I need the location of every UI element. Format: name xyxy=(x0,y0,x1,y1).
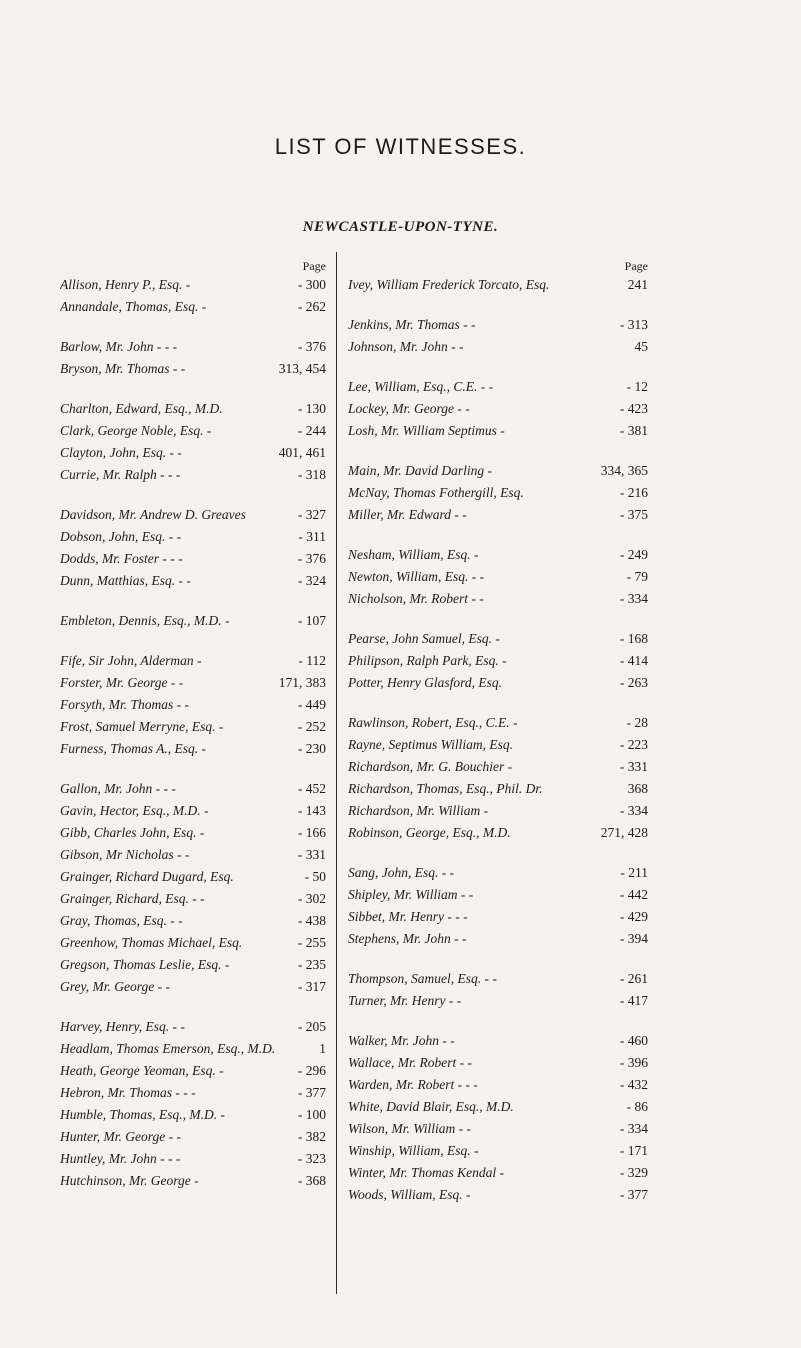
witness-name: Rawlinson, Robert, Esq., C.E. - xyxy=(348,715,518,730)
witness-name: Headlam, Thomas Emerson, Esq., M.D. xyxy=(60,1041,276,1056)
page-reference: - 382 xyxy=(297,1129,326,1144)
letter-group xyxy=(348,314,648,358)
witness-entry xyxy=(348,712,648,734)
page-title: LIST OF WITNESSES. xyxy=(274,134,527,159)
right-column xyxy=(348,258,648,1224)
page-reference: - 442 xyxy=(619,887,648,902)
witness-name: Nicholson, Mr. Robert - - xyxy=(348,591,484,606)
witness-name: Fife, Sir John, Alderman - xyxy=(60,653,202,668)
witness-entry xyxy=(348,778,648,800)
page-reference: - 143 xyxy=(297,803,326,818)
witness-entry xyxy=(60,1170,326,1192)
witness-entry xyxy=(60,694,326,716)
page-reference: 241 xyxy=(627,277,648,292)
page-reference: - 86 xyxy=(626,1099,648,1114)
page-reference: - 375 xyxy=(619,507,648,522)
page-reference: - 423 xyxy=(619,401,648,416)
witness-entry xyxy=(60,650,326,672)
witness-entry xyxy=(348,1140,648,1162)
witness-name: Allison, Henry P., Esq. - xyxy=(60,277,191,292)
witness-entry xyxy=(60,274,326,296)
witness-name: Forster, Mr. George - - xyxy=(60,675,184,690)
page-reference: - 318 xyxy=(297,467,326,482)
witness-name: Pearse, John Samuel, Esq. - xyxy=(348,631,500,646)
page-reference: 313, 454 xyxy=(278,361,326,376)
witness-entry xyxy=(60,1148,326,1170)
witness-name: Sang, John, Esq. - - xyxy=(348,865,455,880)
witness-entry xyxy=(60,504,326,526)
left-entries xyxy=(60,274,326,1192)
witness-name: Grey, Mr. George - - xyxy=(60,979,170,994)
witness-entry xyxy=(60,610,326,632)
witness-name: Gallon, Mr. John - - - xyxy=(60,781,176,796)
witness-name: Ivey, William Frederick Torcato, Esq. xyxy=(348,277,550,292)
page-reference: - 327 xyxy=(297,507,326,522)
page-reference: - 334 xyxy=(619,1121,648,1136)
page-reference: - 460 xyxy=(619,1033,648,1048)
witness-name: Harvey, Henry, Esq. - - xyxy=(60,1019,185,1034)
witness-name: Winship, William, Esq. - xyxy=(348,1143,479,1158)
witness-name: Turner, Mr. Henry - - xyxy=(348,993,462,1008)
witness-entry xyxy=(348,1184,648,1206)
page-reference: - 252 xyxy=(297,719,326,734)
witness-entry xyxy=(348,672,648,694)
witness-name: Humble, Thomas, Esq., M.D. - xyxy=(60,1107,225,1122)
witness-entry xyxy=(348,884,648,906)
witness-entry xyxy=(60,336,326,358)
witness-name: Nesham, William, Esq. - xyxy=(348,547,479,562)
witness-name: Barlow, Mr. John - - - xyxy=(60,339,178,354)
page-reference: - 166 xyxy=(297,825,326,840)
witness-entry xyxy=(60,822,326,844)
witness-name: Winter, Mr. Thomas Kendal - xyxy=(348,1165,505,1180)
page-reference: - 414 xyxy=(619,653,648,668)
page-reference: - 300 xyxy=(297,277,326,292)
witness-entry xyxy=(348,862,648,884)
page-reference: - 302 xyxy=(297,891,326,906)
witness-entry xyxy=(348,376,648,398)
witness-entry xyxy=(60,1038,326,1060)
witness-name: Thompson, Samuel, Esq. - - xyxy=(348,971,497,986)
witness-name: Gibb, Charles John, Esq. - xyxy=(60,825,205,840)
witness-entry xyxy=(348,1162,648,1184)
witness-name: Embleton, Dennis, Esq., M.D. - xyxy=(60,613,230,628)
page-reference: - 329 xyxy=(619,1165,648,1180)
witness-entry xyxy=(348,566,648,588)
witness-entry xyxy=(348,928,648,950)
letter-group xyxy=(60,778,326,998)
witness-name: Davidson, Mr. Andrew D. Greaves xyxy=(60,507,246,522)
page-reference: - 311 xyxy=(298,529,326,544)
page-reference: - 235 xyxy=(297,957,326,972)
witness-entry xyxy=(348,800,648,822)
page-reference: - 79 xyxy=(626,569,648,584)
page-reference: - 429 xyxy=(619,909,648,924)
letter-group xyxy=(348,628,648,694)
page-reference: - 130 xyxy=(297,401,326,416)
witness-name: Jenkins, Mr. Thomas - - xyxy=(348,317,476,332)
page-reference: 171, 383 xyxy=(278,675,326,690)
letter-group xyxy=(348,274,648,296)
letter-group xyxy=(348,1030,648,1206)
witness-entry xyxy=(348,968,648,990)
witness-entry xyxy=(60,844,326,866)
letter-group xyxy=(348,712,648,844)
section-subtitle: NEWCASTLE-UPON-TYNE. xyxy=(302,219,499,235)
witness-name: Charlton, Edward, Esq., M.D. xyxy=(60,401,223,416)
letter-group xyxy=(60,504,326,592)
page-reference: - 205 xyxy=(297,1019,326,1034)
page-reference: 401, 461 xyxy=(278,445,326,460)
page-reference: - 417 xyxy=(619,993,648,1008)
witness-name: Richardson, Mr. William - xyxy=(348,803,489,818)
letter-group xyxy=(348,544,648,610)
witness-entry xyxy=(60,1104,326,1126)
page-reference: - 331 xyxy=(297,847,326,862)
witness-entry xyxy=(60,398,326,420)
witness-name: Richardson, Thomas, Esq., Phil. Dr. xyxy=(348,781,543,796)
letter-group xyxy=(348,376,648,442)
witness-name: Annandale, Thomas, Esq. - xyxy=(60,299,207,314)
page-reference: - 377 xyxy=(619,1187,648,1202)
witness-name: Losh, Mr. William Septimus - xyxy=(348,423,505,438)
witness-entry xyxy=(60,1060,326,1082)
witness-entry xyxy=(348,1074,648,1096)
witness-entry xyxy=(348,990,648,1012)
witness-name: Walker, Mr. John - - xyxy=(348,1033,455,1048)
witness-name: Gray, Thomas, Esq. - - xyxy=(60,913,183,928)
page-reference: - 438 xyxy=(297,913,326,928)
witness-entry xyxy=(60,420,326,442)
witness-entry xyxy=(60,778,326,800)
witness-entry xyxy=(60,442,326,464)
letter-group xyxy=(60,336,326,380)
page-reference: 45 xyxy=(634,339,648,354)
letter-group xyxy=(60,650,326,760)
witness-entry xyxy=(60,526,326,548)
witness-name: Stephens, Mr. John - - xyxy=(348,931,467,946)
witness-entry xyxy=(60,954,326,976)
witness-entry xyxy=(348,314,648,336)
witness-entry xyxy=(60,1082,326,1104)
page-reference: - 376 xyxy=(297,551,326,566)
page-reference: - 377 xyxy=(297,1085,326,1100)
witness-entry xyxy=(348,504,648,526)
witness-name: Gibson, Mr Nicholas - - xyxy=(60,847,190,862)
page-reference: - 452 xyxy=(297,781,326,796)
witness-entry xyxy=(348,628,648,650)
witness-name: Hutchinson, Mr. George - xyxy=(60,1173,199,1188)
witness-name: Bryson, Mr. Thomas - - xyxy=(60,361,186,376)
witness-name: Johnson, Mr. John - - xyxy=(348,339,464,354)
witness-entry xyxy=(348,398,648,420)
witness-entry xyxy=(60,296,326,318)
witness-name: Heath, George Yeoman, Esq. - xyxy=(60,1063,224,1078)
page-reference: - 112 xyxy=(298,653,326,668)
witness-entry xyxy=(348,756,648,778)
column-divider xyxy=(336,252,337,1294)
witness-entry xyxy=(348,1118,648,1140)
witness-name: Gavin, Hector, Esq., M.D. - xyxy=(60,803,209,818)
witness-name: Grainger, Richard, Esq. - - xyxy=(60,891,205,906)
letter-group xyxy=(60,274,326,318)
witness-entry xyxy=(60,976,326,998)
witness-entry xyxy=(348,1052,648,1074)
page-reference: 368 xyxy=(627,781,648,796)
witness-name: Sibbet, Mr. Henry - - - xyxy=(348,909,468,924)
witness-entry xyxy=(348,734,648,756)
page-reference: - 211 xyxy=(620,865,648,880)
right-entries xyxy=(348,274,648,1206)
witness-entry xyxy=(60,800,326,822)
page-reference: - 244 xyxy=(297,423,326,438)
witness-name: Miller, Mr. Edward - - xyxy=(348,507,467,522)
letter-group xyxy=(348,862,648,950)
witness-entry xyxy=(60,464,326,486)
letter-group xyxy=(60,1016,326,1192)
page-column-heading: Page xyxy=(302,259,326,273)
page-reference: - 261 xyxy=(619,971,648,986)
witness-entry xyxy=(348,906,648,928)
witness-entry xyxy=(60,888,326,910)
page-column-heading: Page xyxy=(624,259,648,273)
page-reference: - 334 xyxy=(619,591,648,606)
witness-name: Dodds, Mr. Foster - - - xyxy=(60,551,183,566)
page-reference: - 376 xyxy=(297,339,326,354)
page-reference: 334, 365 xyxy=(600,463,648,478)
witness-name: Hunter, Mr. George - - xyxy=(60,1129,181,1144)
witness-entry xyxy=(60,672,326,694)
witness-name: Wilson, Mr. William - - xyxy=(348,1121,472,1136)
witness-entry xyxy=(60,738,326,760)
witness-entry xyxy=(60,548,326,570)
witness-name: Clayton, John, Esq. - - xyxy=(60,445,182,460)
letter-group xyxy=(348,460,648,526)
page-reference: - 323 xyxy=(297,1151,326,1166)
left-column xyxy=(60,258,326,1210)
page-reference: - 230 xyxy=(297,741,326,756)
witness-name: Grainger, Richard Dugard, Esq. xyxy=(60,869,234,884)
witness-name: Dobson, John, Esq. - - xyxy=(60,529,182,544)
witness-entry xyxy=(348,1096,648,1118)
page-reference: - 394 xyxy=(619,931,648,946)
page-reference: - 216 xyxy=(619,485,648,500)
witness-name: Potter, Henry Glasford, Esq. xyxy=(348,675,502,690)
witness-name: McNay, Thomas Fothergill, Esq. xyxy=(348,485,524,500)
witness-name: Robinson, George, Esq., M.D. xyxy=(348,825,511,840)
witness-entry xyxy=(348,650,648,672)
page-reference: - 381 xyxy=(619,423,648,438)
witness-entry xyxy=(348,822,648,844)
witness-name: Lockey, Mr. George - - xyxy=(348,401,470,416)
page-reference: - 317 xyxy=(297,979,326,994)
page-reference: - 313 xyxy=(619,317,648,332)
witness-name: Furness, Thomas A., Esq. - xyxy=(60,741,207,756)
page-reference: - 432 xyxy=(619,1077,648,1092)
witness-name: Huntley, Mr. John - - - xyxy=(60,1151,181,1166)
witness-name: Woods, William, Esq. - xyxy=(348,1187,471,1202)
witness-name: Main, Mr. David Darling - xyxy=(348,463,492,478)
witness-name: Philipson, Ralph Park, Esq. - xyxy=(348,653,507,668)
page-reference: - 334 xyxy=(619,803,648,818)
witness-entry xyxy=(348,336,648,358)
witness-entry xyxy=(60,570,326,592)
page-reference: - 28 xyxy=(626,715,648,730)
witness-entry xyxy=(60,716,326,738)
witness-name: Currie, Mr. Ralph - - - xyxy=(60,467,181,482)
letter-group xyxy=(60,398,326,486)
witness-name: Clark, George Noble, Esq. - xyxy=(60,423,212,438)
page-reference: - 171 xyxy=(619,1143,648,1158)
witness-name: Wallace, Mr. Robert - - xyxy=(348,1055,472,1070)
witness-name: Forsyth, Mr. Thomas - - xyxy=(60,697,190,712)
witness-entry xyxy=(60,1016,326,1038)
page-reference: - 324 xyxy=(297,573,326,588)
page-reference: - 331 xyxy=(619,759,648,774)
page-reference: - 100 xyxy=(297,1107,326,1122)
witness-name: Newton, William, Esq. - - xyxy=(348,569,485,584)
witness-name: Shipley, Mr. William - - xyxy=(348,887,474,902)
witness-entry xyxy=(348,1030,648,1052)
witness-name: Dunn, Matthias, Esq. - - xyxy=(60,573,191,588)
witness-entry xyxy=(348,420,648,442)
letter-group xyxy=(348,968,648,1012)
page-reference: - 263 xyxy=(619,675,648,690)
page-reference: - 249 xyxy=(619,547,648,562)
witness-name: Greenhow, Thomas Michael, Esq. xyxy=(60,935,243,950)
witness-name: Warden, Mr. Robert - - - xyxy=(348,1077,478,1092)
page-reference: 1 xyxy=(319,1041,326,1056)
page-reference: - 449 xyxy=(297,697,326,712)
witness-name: Frost, Samuel Merryne, Esq. - xyxy=(60,719,224,734)
page-reference: - 168 xyxy=(619,631,648,646)
page-reference: - 12 xyxy=(626,379,648,394)
page-reference: - 368 xyxy=(297,1173,326,1188)
witness-name: Richardson, Mr. G. Bouchier - xyxy=(348,759,513,774)
witness-entry xyxy=(348,274,648,296)
witness-entry xyxy=(60,866,326,888)
witness-entry xyxy=(348,588,648,610)
page-reference: - 223 xyxy=(619,737,648,752)
letter-group xyxy=(60,610,326,632)
page-reference: - 262 xyxy=(297,299,326,314)
witness-entry xyxy=(60,1126,326,1148)
page-reference: - 107 xyxy=(297,613,326,628)
page-reference: - 50 xyxy=(304,869,326,884)
witness-entry xyxy=(60,910,326,932)
page-reference: - 396 xyxy=(619,1055,648,1070)
witness-entry xyxy=(348,460,648,482)
witness-name: Rayne, Septimus William, Esq. xyxy=(348,737,513,752)
witness-name: Hebron, Mr. Thomas - - - xyxy=(60,1085,196,1100)
page-reference: - 296 xyxy=(297,1063,326,1078)
witness-name: White, David Blair, Esq., M.D. xyxy=(348,1099,514,1114)
witness-entry xyxy=(60,932,326,954)
page-reference: - 255 xyxy=(297,935,326,950)
witness-entry xyxy=(60,358,326,380)
witness-entry xyxy=(348,544,648,566)
witness-name: Gregson, Thomas Leslie, Esq. - xyxy=(60,957,230,972)
witness-entry xyxy=(348,482,648,504)
witness-name: Lee, William, Esq., C.E. - - xyxy=(348,379,494,394)
page-reference: 271, 428 xyxy=(600,825,648,840)
